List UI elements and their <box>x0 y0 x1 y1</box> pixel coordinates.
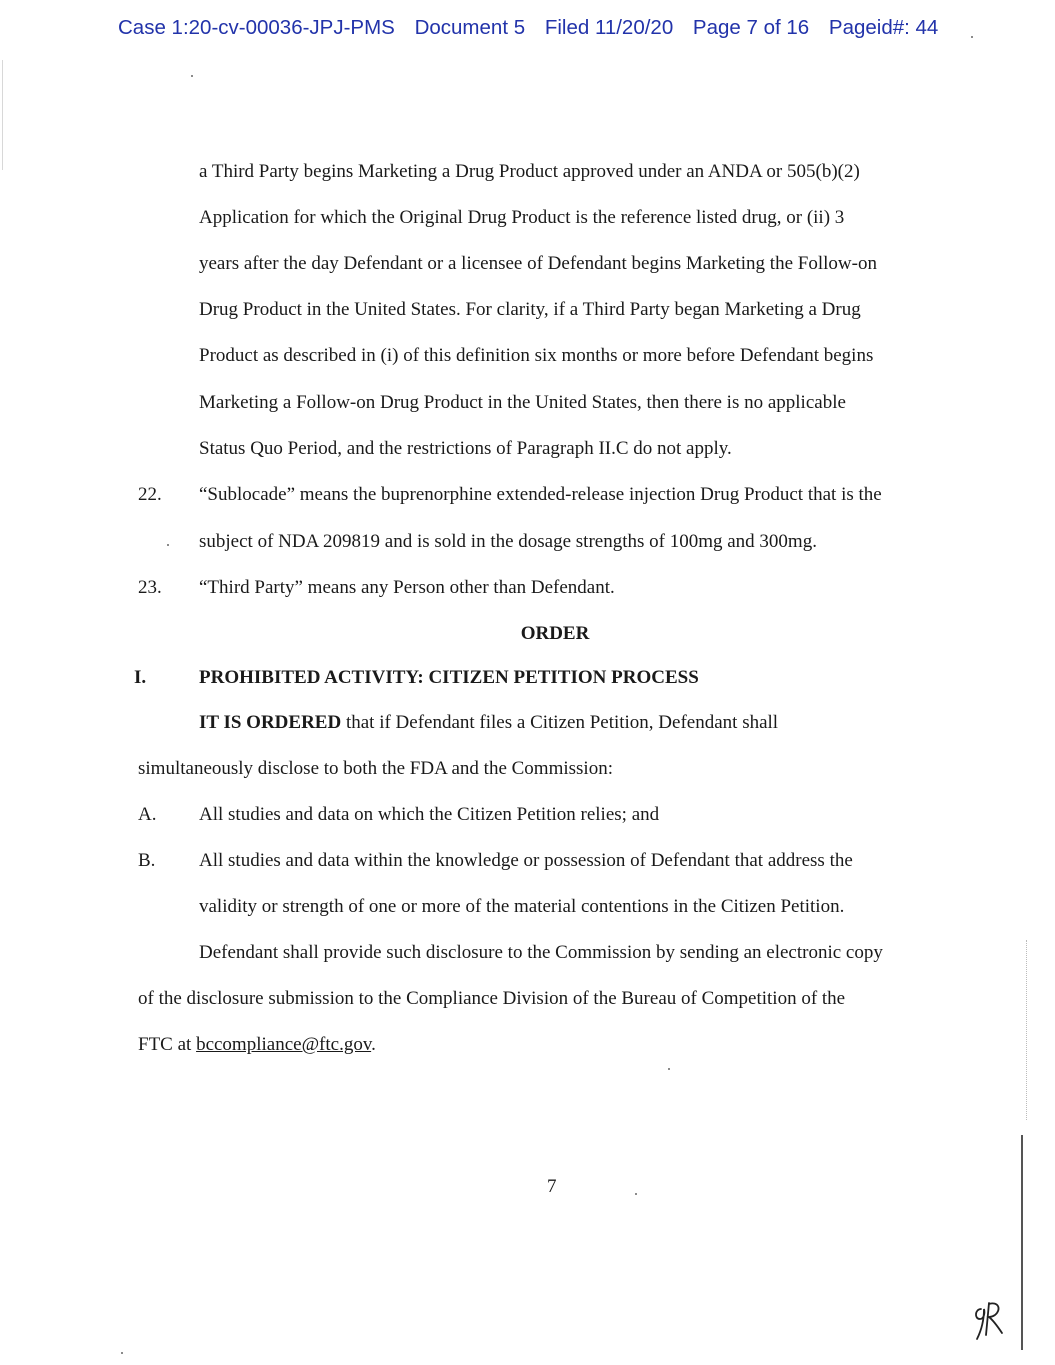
item-22-number: 22. <box>138 484 162 505</box>
scan-edge-right-dotted <box>1026 940 1027 1120</box>
continuation-line-2: Application for which the Original Drug Product is the reference listed drug, or (ii) 3 <box>199 207 845 228</box>
disclosure-line-3-prefix: FTC at <box>138 1034 197 1055</box>
continuation-line-3: years after the day Defendant or a licensee of Defendant begins Marketing the Follow-on <box>199 253 877 274</box>
scan-speck <box>635 1193 637 1195</box>
item-a-line-1: All studies and data on which the Citizen Petition relies; and <box>199 804 660 825</box>
item-b-line-2: validity or strength of one or more of the material contentions in the Citizen Petition. <box>199 896 845 917</box>
page-count: Page 7 of 16 <box>692 16 810 39</box>
item-23-number: 23. <box>138 577 162 598</box>
scan-speck <box>191 75 193 77</box>
disclosure-line-2: of the disclosure submission to the Compliance Division of the Bureau of Competition of the <box>138 988 846 1009</box>
scan-speck <box>971 36 973 38</box>
item-b-line-1: All studies and data within the knowledge or possession of Defendant that address the <box>199 850 853 871</box>
item-a-letter: A. <box>138 804 157 825</box>
handwritten-initials <box>972 1295 1006 1350</box>
continuation-line-4: Drug Product in the United States. For clarity, if a Third Party began Marketing a Drug <box>199 299 861 320</box>
disclosure-line-1: Defendant shall provide such disclosure to the Commission by sending an electronic copy <box>199 942 883 963</box>
section-1-title: PROHIBITED ACTIVITY: CITIZEN PETITION PROCESS <box>199 667 699 688</box>
disclosure-line-3-suffix: . <box>371 1034 376 1055</box>
page-number: 7 <box>547 1176 557 1197</box>
ordered-line-1 <box>199 711 778 735</box>
scan-speck <box>668 1068 670 1070</box>
order-heading: ORDER <box>520 623 590 644</box>
section-1-number: I. <box>134 667 147 688</box>
ordered-line-1-rest: that if Defendant files a Citizen Petition, Defendant shall <box>341 712 779 733</box>
case-number: Case 1:20-cv-00036-JPJ-PMS <box>118 16 395 39</box>
item-22-line-2: subject of NDA 209819 and is sold in the dosage strengths of 100mg and 300mg. <box>199 531 817 552</box>
document-number: Document 5 <box>414 16 526 39</box>
case-header <box>118 16 938 40</box>
ordered-line-2: simultaneously disclose to both the FDA and the Commission: <box>138 758 613 779</box>
item-23-line-1: “Third Party” means any Person other than Defendant. <box>199 577 615 598</box>
continuation-line-6: Marketing a Follow-on Drug Product in the United States, then there is no applicable <box>199 392 846 413</box>
item-b-letter: B. <box>138 850 156 871</box>
compliance-email-link[interactable]: bccompliance@ftc.gov <box>196 1034 372 1055</box>
continuation-line-1: a Third Party begins Marketing a Drug Product approved under an ANDA or 505(b)(2) <box>199 161 860 182</box>
scan-edge-left <box>2 60 3 170</box>
item-22-line-1: “Sublocade” means the buprenorphine extended-release injection Drug Product that is the <box>199 484 882 505</box>
disclosure-line-3 <box>138 1033 376 1057</box>
scan-edge-right <box>1021 1135 1023 1350</box>
scan-speck <box>167 544 169 546</box>
continuation-line-5: Product as described in (i) of this definition six months or more before Defendant begins <box>199 345 874 366</box>
page-id: Pageid#: 44 <box>828 16 939 39</box>
scan-speck <box>121 1352 123 1354</box>
ordered-lead: IT IS ORDERED <box>199 712 342 733</box>
filed-date: Filed 11/20/20 <box>544 16 674 39</box>
continuation-line-7: Status Quo Period, and the restrictions of Paragraph II.C do not apply. <box>199 438 732 459</box>
